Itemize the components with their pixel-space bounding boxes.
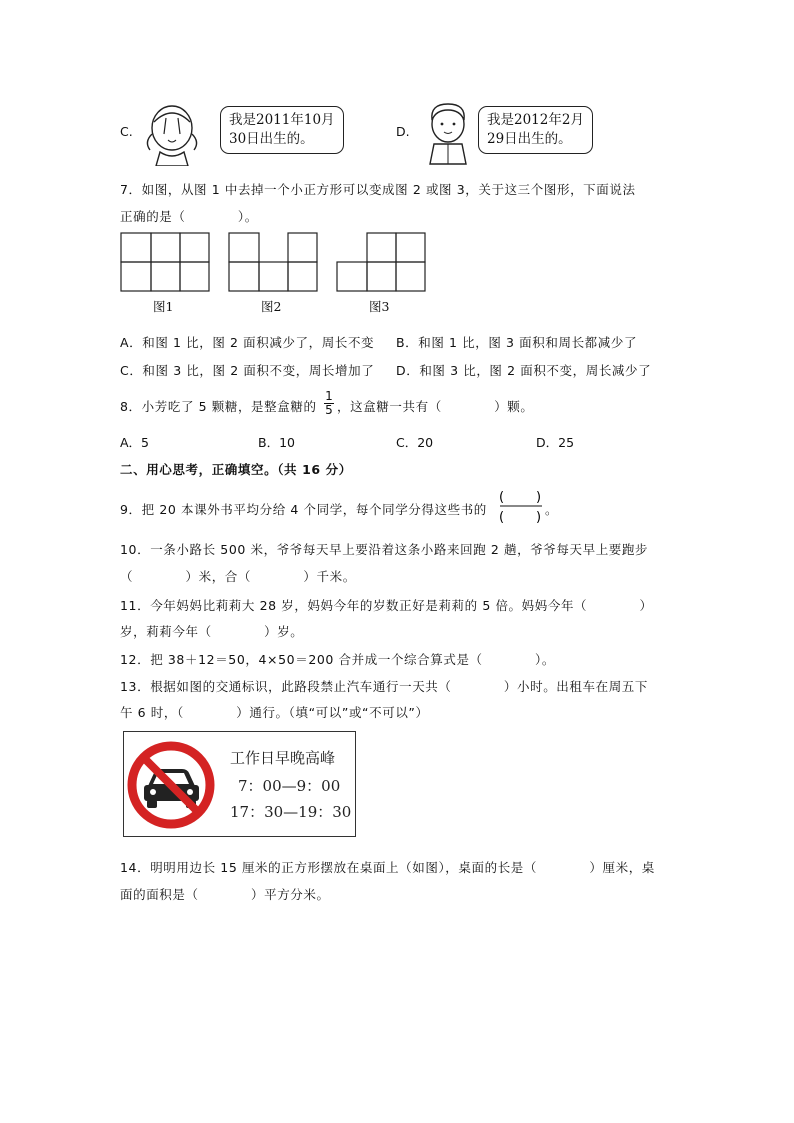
q10-stem-line2: （ ）米，合（ ）千米。 <box>120 569 356 584</box>
sign-title: 工作日早晚高峰 <box>230 749 336 767</box>
speech-c-line1: 我是2011年10月 <box>229 112 335 128</box>
q11-stem-line2: 岁，莉莉今年（ ）岁。 <box>120 624 304 639</box>
svg-text:): ) <box>536 510 542 525</box>
speech-c-line2: 30日出生的。 <box>229 131 314 147</box>
q8-option-d: D．25 <box>536 435 575 450</box>
speech-d-line1: 我是2012年2月 <box>487 112 584 128</box>
q14-stem-line1: 14．明明用边长 15 厘米的正方形摆放在桌面上（如图），桌面的长是（ ）厘米，桌 <box>120 860 655 875</box>
q9-end: 。 <box>545 502 558 517</box>
q9-fraction-blank <box>498 487 544 525</box>
figure-3-grid <box>336 232 428 294</box>
speech-bubble-c <box>220 106 344 154</box>
q8-option-a: A．5 <box>120 435 150 450</box>
figure-3-label: 图3 <box>369 299 390 314</box>
q8-option-c: C．20 <box>396 435 434 450</box>
no-cars-sign-icon <box>126 740 216 830</box>
traffic-sign-panel <box>123 731 356 837</box>
q11-stem-line1: 11．今年妈妈比莉莉大 28 岁，妈妈今年的岁数正好是莉莉的 5 倍。妈妈今年（ ） <box>120 598 653 613</box>
section-2-title: 二、用心思考，正确填空。（共 16 分） <box>120 462 352 477</box>
speech-d-line2: 29日出生的。 <box>487 131 572 147</box>
q8-stem-before: 8．小芳吃了 5 颗糖，是整盒糖的 <box>120 399 317 414</box>
q8-fraction <box>324 390 334 417</box>
q10-stem-line1: 10．一条小路长 500 米，爷爷每天早上要沿着这条小路来回跑 2 趟，爷爷每天早上要跑步 <box>120 542 649 557</box>
q13-stem-line2: 午 6 时，（ ）通行。（填“可以”或“不可以”） <box>120 705 429 720</box>
sign-time-morning: 7：00—9：00 <box>238 777 341 795</box>
q13-stem-line1: 13．根据如图的交通标识，此路段禁止汽车通行一天共（ ）小时。出租车在周五下 <box>120 679 649 694</box>
q7-option-a: A．和图 1 比，图 2 面积减少了，周长不变 <box>120 335 375 350</box>
q14-stem-line2: 面的面积是（ ）平方分米。 <box>120 887 330 902</box>
q8-option-b: B．10 <box>258 435 295 450</box>
q7-option-d: D．和图 3 比，图 2 面积不变，周长减少了 <box>396 363 652 378</box>
option-d-label: D. <box>396 124 410 139</box>
figure-2-grid <box>228 232 320 294</box>
q8-stem-after: ，这盒糖一共有（ ）颗。 <box>337 399 534 414</box>
figure-1-grid <box>120 232 212 294</box>
svg-text:(: ( <box>499 510 505 525</box>
q8-fraction-denominator: 5 <box>325 403 333 417</box>
svg-text:(: ( <box>499 490 505 505</box>
q7-option-b: B．和图 1 比，图 3 面积和周长都减少了 <box>396 335 638 350</box>
svg-text:): ) <box>536 490 542 505</box>
q9-stem: 9．把 20 本课外书平均分给 4 个同学，每个同学分得这些书的 <box>120 502 487 517</box>
q7-stem-line1: 7．如图，从图 1 中去掉一个小正方形可以变成图 2 或图 3，关于这三个图形，下面说法 <box>120 182 636 197</box>
figure-2-label: 图2 <box>261 299 282 314</box>
sign-time-evening: 17：30—19：30 <box>230 803 352 821</box>
girl-illustration <box>138 100 206 166</box>
q12-stem: 12．把 38＋12＝50，4×50＝200 合并成一个综合算式是（ ）。 <box>120 652 556 667</box>
q7-option-c: C．和图 3 比，图 2 面积不变，周长增加了 <box>120 363 375 378</box>
q8-fraction-numerator: 1 <box>325 389 333 403</box>
boy-illustration <box>420 98 476 166</box>
figure-1-label: 图1 <box>153 299 174 314</box>
speech-bubble-d <box>478 106 593 154</box>
q7-stem-line2: 正确的是（ ）。 <box>120 209 258 224</box>
option-c-label: C. <box>120 124 133 139</box>
